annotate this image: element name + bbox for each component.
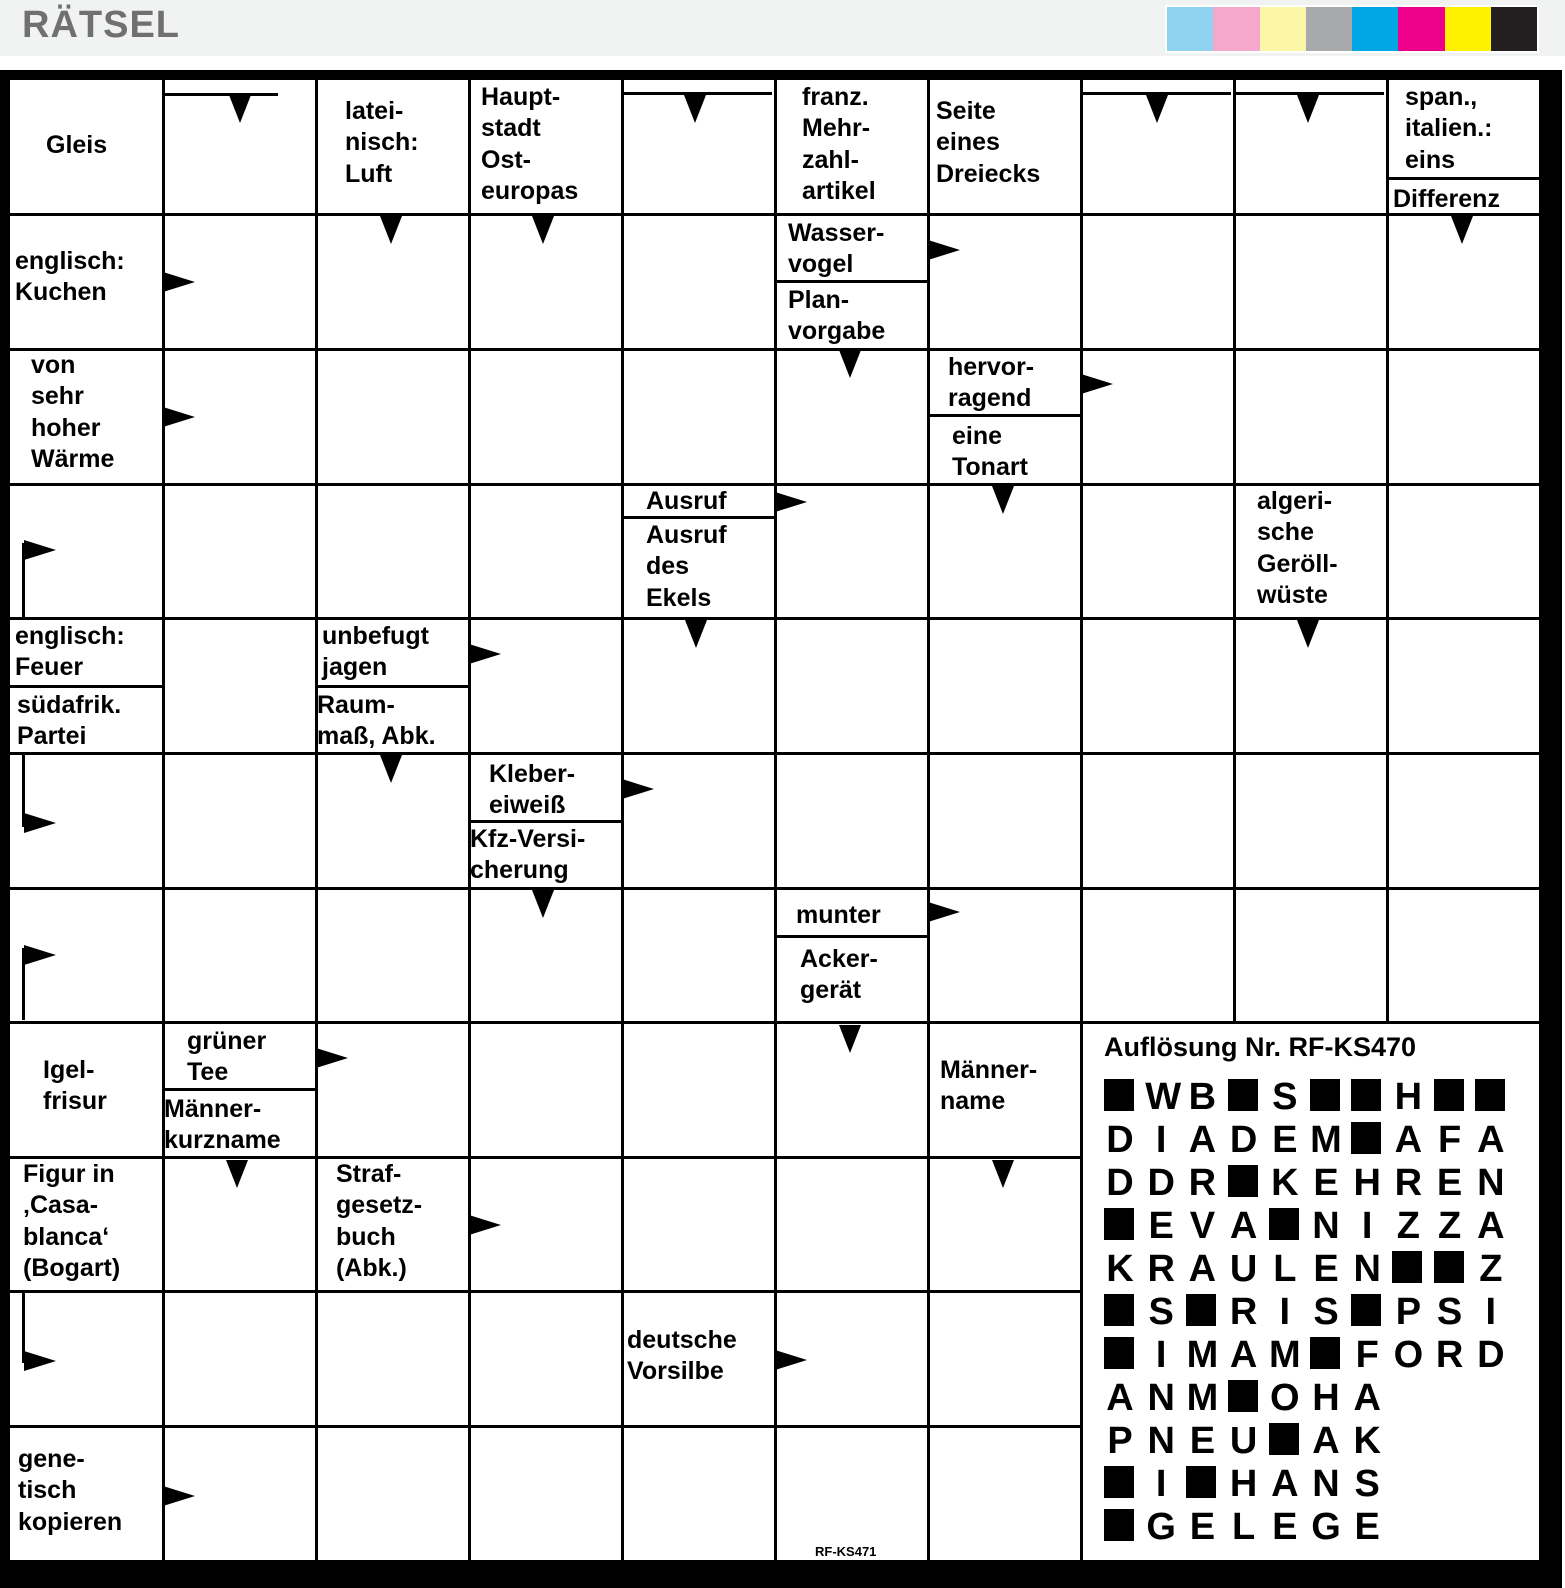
solution-black-square — [1186, 1466, 1216, 1498]
clue-genetisch-kopieren: gene- tisch kopieren — [18, 1445, 123, 1536]
solution-letter: A — [1312, 1420, 1340, 1462]
clue-figur-casablanca: Figur in ‚Casa- blanca‘ (Bogart) — [23, 1160, 121, 1282]
solution-letter: I — [1279, 1291, 1291, 1333]
clue-seite-dreieck: Seite eines Dreiecks — [936, 97, 1041, 188]
solution-letter: W — [1145, 1076, 1182, 1118]
solution-letter: N — [1147, 1420, 1175, 1462]
clue-divider — [316, 685, 468, 688]
arrow-right-icon — [622, 779, 654, 799]
solution-black-square — [1228, 1165, 1258, 1197]
solution-letter: B — [1188, 1076, 1217, 1118]
solution-letter: S — [1272, 1076, 1298, 1118]
grid-cell[interactable] — [471, 1024, 621, 1156]
arrow-down-icon — [685, 620, 707, 648]
solution-letter: M — [1268, 1334, 1301, 1376]
grid-cell[interactable] — [1083, 486, 1233, 617]
solution-row — [1104, 1206, 1524, 1246]
solution-row — [1104, 1421, 1524, 1461]
solution-black-square — [1104, 1294, 1134, 1326]
solution-letter: K — [1106, 1248, 1134, 1290]
arrow-down-icon — [1451, 216, 1473, 244]
puzzle-code: RF-KS471 — [815, 1544, 877, 1559]
grid-cell[interactable] — [930, 755, 1080, 887]
solution-letter: E — [1272, 1506, 1298, 1548]
clue-englisch-feuer: englisch: Feuer — [15, 622, 125, 682]
solution-black-square — [1475, 1079, 1505, 1111]
arrow-down-icon — [380, 216, 402, 244]
clue-hauptstadt: Haupt- stadt Ost- europas — [481, 83, 579, 205]
clue-lateinisch-luft: latei- nisch: Luft — [345, 97, 419, 188]
solution-letter: I — [1361, 1205, 1373, 1247]
arrow-down-icon — [1146, 95, 1168, 123]
clue-divider — [163, 1088, 315, 1091]
solution-letter: N — [1353, 1248, 1381, 1290]
solution-letter: A — [1188, 1119, 1217, 1161]
grid-cell[interactable] — [930, 620, 1080, 752]
solution-row — [1104, 1249, 1524, 1289]
grid-cell[interactable] — [165, 620, 315, 752]
solution-letter: I — [1155, 1119, 1167, 1161]
solution-letter: E — [1354, 1506, 1380, 1548]
arrow-right-icon — [24, 540, 56, 560]
solution-row — [1104, 1077, 1524, 1117]
solution-letter: O — [1270, 1377, 1300, 1419]
solution-black-square — [1351, 1122, 1381, 1154]
arrow-right-icon — [469, 644, 501, 664]
solution-letter: K — [1353, 1420, 1381, 1462]
clue-munter: munter — [796, 901, 881, 929]
clue-franz-mehrzahl: franz. Mehr- zahl- artikel — [802, 83, 876, 205]
solution-black-square — [1186, 1294, 1216, 1326]
solution-black-square — [1104, 1509, 1134, 1541]
arrow-down-icon — [380, 755, 402, 783]
grid-cell[interactable] — [165, 486, 315, 617]
grid-cell[interactable] — [1083, 216, 1233, 348]
arrow-down-icon — [992, 1160, 1014, 1188]
solution-letter: L — [1231, 1506, 1256, 1548]
solution-letter: I — [1485, 1291, 1497, 1333]
grid-cell[interactable] — [930, 1293, 1080, 1425]
clue-differenz: Differenz — [1393, 185, 1500, 213]
color-swatch — [1213, 7, 1259, 51]
solution-letter: E — [1436, 1162, 1463, 1204]
solution-letter: U — [1229, 1248, 1258, 1290]
grid-cell[interactable] — [471, 1428, 621, 1561]
grid-cell[interactable] — [165, 890, 315, 1021]
solution-letter: E — [1313, 1162, 1339, 1204]
solution-letter: A — [1394, 1119, 1423, 1161]
color-swatch — [1352, 7, 1398, 51]
arrow-down-icon — [839, 350, 861, 378]
grid-cell[interactable] — [624, 755, 774, 887]
grid-cell[interactable] — [471, 620, 621, 752]
clue-suedafrik-partei: südafrik. Partei — [17, 691, 122, 751]
grid-cell[interactable] — [777, 1428, 927, 1561]
grid-cell[interactable] — [318, 351, 468, 483]
solution-letter: A — [1477, 1205, 1505, 1247]
clue-divider — [469, 820, 621, 823]
solution-letter: R — [1229, 1291, 1258, 1333]
solution-letter: S — [1313, 1291, 1339, 1333]
solution-letter: E — [1148, 1205, 1174, 1247]
solution-letter: Z — [1437, 1205, 1462, 1247]
grid-cell[interactable] — [1389, 890, 1540, 1021]
solution-black-square — [1434, 1251, 1464, 1283]
solution-letter: D — [1147, 1162, 1175, 1204]
arrow-down-icon — [992, 486, 1014, 514]
clue-gleis: Gleis — [46, 131, 108, 159]
solution-row — [1104, 1120, 1524, 1160]
color-calibration-strip — [1165, 5, 1539, 53]
solution-letter: A — [1188, 1248, 1217, 1290]
solution-letter: M — [1186, 1334, 1219, 1376]
solution-row — [1104, 1464, 1524, 1504]
clue-divider — [775, 935, 927, 938]
solution-letter: N — [1312, 1205, 1340, 1247]
grid-cell[interactable] — [1389, 351, 1540, 483]
arrow-right-icon — [24, 945, 56, 965]
grid-cell[interactable] — [1389, 755, 1540, 887]
solution-black-square — [1310, 1337, 1340, 1369]
solution-letter: S — [1436, 1291, 1463, 1333]
grid-cell[interactable] — [165, 1293, 315, 1425]
grid-cell[interactable] — [318, 890, 468, 1021]
solution-letter: R — [1188, 1162, 1217, 1204]
arrow-down-icon — [839, 1025, 861, 1053]
arrow-right-icon — [928, 240, 960, 260]
solution-black-square — [1310, 1079, 1340, 1111]
solution-letter: F — [1355, 1334, 1379, 1376]
arrow-down-icon — [226, 1160, 248, 1188]
grid-cell[interactable] — [471, 486, 621, 617]
arrow-down-icon — [684, 95, 706, 123]
solution-letter: I — [1155, 1334, 1167, 1376]
clue-maennername: Männer- name — [940, 1056, 1038, 1116]
solution-letter: L — [1273, 1248, 1297, 1290]
clue-divider — [10, 685, 162, 688]
clue-deutsche-vorsilbe: deutsche Vorsilbe — [627, 1326, 737, 1386]
clue-algerische-wueste: algeri- sche Geröll- wüste — [1257, 487, 1338, 609]
solution-letter: Z — [1479, 1248, 1503, 1290]
solution-black-square — [1228, 1380, 1258, 1412]
solution-letter: R — [1394, 1162, 1423, 1204]
solution-black-square — [1104, 1466, 1134, 1498]
solution-letter: M — [1186, 1377, 1219, 1419]
solution-letter: G — [1311, 1506, 1341, 1548]
clue-divider — [928, 414, 1080, 417]
clue-gruener-tee: grüner Tee — [187, 1027, 267, 1087]
grid-cell[interactable] — [165, 755, 315, 887]
solution-black-square — [1269, 1208, 1299, 1240]
clue-wasservogel: Wasser- vogel — [788, 219, 885, 279]
arrow-right-icon — [24, 813, 56, 833]
solution-letter: D — [1229, 1119, 1258, 1161]
solution-letter: H — [1394, 1076, 1423, 1118]
arrow-down-icon — [532, 890, 554, 918]
clue-ackergeraet: Acker- gerät — [800, 945, 878, 1005]
arrow-right-icon — [469, 1215, 501, 1235]
grid-cell[interactable] — [1389, 620, 1540, 752]
color-swatch — [1491, 7, 1537, 51]
solution-row — [1104, 1335, 1524, 1375]
grid-cell[interactable] — [624, 351, 774, 483]
clue-span-ital-eins: span., italien.: eins — [1405, 83, 1493, 174]
grid-cell[interactable] — [777, 755, 927, 887]
clue-von-hoher-waerme: von sehr hoher Wärme — [31, 351, 115, 473]
solution-letter: E — [1189, 1420, 1216, 1462]
solution-black-square — [1351, 1294, 1381, 1326]
arrow-right-icon — [24, 1351, 56, 1371]
solution-letter: R — [1147, 1248, 1175, 1290]
grid-cell[interactable] — [1236, 351, 1386, 483]
solution-letter: V — [1189, 1205, 1216, 1247]
grid-cell[interactable] — [1083, 620, 1233, 752]
solution-letter: K — [1271, 1162, 1299, 1204]
color-swatch — [1398, 7, 1444, 51]
clue-eine-tonart: eine Tonart — [952, 422, 1028, 482]
clue-planvorgabe: Plan- vorgabe — [788, 286, 886, 346]
grid-cell[interactable] — [1236, 755, 1386, 887]
color-swatch — [1445, 7, 1491, 51]
solution-letter: D — [1477, 1334, 1505, 1376]
clue-klebereiweiss: Kleber- eiweiß — [489, 760, 576, 820]
grid-cell[interactable] — [1083, 755, 1233, 887]
arrow-down-icon — [532, 216, 554, 244]
solution-row — [1104, 1163, 1524, 1203]
solution-black-square — [1104, 1337, 1134, 1369]
color-swatch — [1167, 7, 1213, 51]
solution-letter: G — [1146, 1506, 1176, 1548]
solution-letter: H — [1312, 1377, 1340, 1419]
solution-letter: A — [1106, 1377, 1134, 1419]
solution-letter: N — [1147, 1377, 1175, 1419]
grid-cell[interactable] — [624, 1428, 774, 1561]
color-swatch — [1260, 7, 1306, 51]
arrow-right-icon — [775, 1350, 807, 1370]
clue-strafgesetzbuch: Straf- gesetz- buch (Abk.) — [336, 1160, 423, 1282]
solution-letter: S — [1148, 1291, 1174, 1333]
solution-black-square — [1434, 1079, 1464, 1111]
solution-letter: H — [1353, 1162, 1381, 1204]
solution-black-square — [1104, 1079, 1134, 1111]
grid-cell[interactable] — [624, 1159, 774, 1290]
solution-letter: A — [1477, 1119, 1505, 1161]
solution-letter: R — [1435, 1334, 1464, 1376]
grid-cell[interactable] — [930, 216, 1080, 348]
crossword-grid — [0, 70, 1562, 1588]
color-swatch — [1306, 7, 1352, 51]
clue-divider — [775, 280, 927, 283]
clue-divider — [1387, 177, 1539, 180]
solution-letter: S — [1354, 1463, 1380, 1505]
grid-cell[interactable] — [318, 1428, 468, 1561]
clue-maennerkurzname: Männer- kurzname — [164, 1095, 281, 1155]
grid-cell[interactable] — [471, 1293, 621, 1425]
solution-letter: A — [1229, 1334, 1258, 1376]
solution-letter: Z — [1396, 1205, 1420, 1247]
grid-cell[interactable] — [624, 890, 774, 1021]
grid-cell[interactable] — [624, 1024, 774, 1156]
clue-ausruf: Ausruf — [646, 487, 727, 515]
clue-unbefugt-jagen: unbefugt jagen — [322, 622, 429, 682]
solution-letter: E — [1189, 1506, 1216, 1548]
solution-letter: U — [1229, 1420, 1258, 1462]
solution-letter: E — [1272, 1119, 1298, 1161]
arrow-right-icon — [775, 492, 807, 512]
grid-cell[interactable] — [471, 351, 621, 483]
grid-cell[interactable] — [1083, 351, 1233, 483]
solution-black-square — [1269, 1423, 1299, 1455]
arrow-right-icon — [163, 272, 195, 292]
solution-letter: M — [1310, 1119, 1342, 1161]
solution-row — [1104, 1507, 1524, 1547]
grid-cell[interactable] — [777, 1159, 927, 1290]
grid-cell[interactable] — [1236, 890, 1386, 1021]
arrow-right-icon — [163, 407, 195, 427]
solution-letter: A — [1353, 1377, 1381, 1419]
clue-englisch-kuchen: englisch: Kuchen — [15, 247, 125, 307]
solution-row — [1104, 1378, 1524, 1418]
arrow-down-icon — [229, 95, 251, 123]
solution-letter: N — [1477, 1162, 1505, 1204]
arrow-down-icon — [1297, 620, 1319, 648]
solution-letter: A — [1229, 1205, 1258, 1247]
arrow-right-icon — [316, 1048, 348, 1068]
page-title: RÄTSEL — [22, 4, 180, 46]
solution-letter: N — [1312, 1463, 1340, 1505]
solution-title: Auflösung Nr. RF-KS470 — [1104, 1032, 1417, 1062]
solution-black-square — [1392, 1251, 1422, 1283]
solution-letter: H — [1229, 1463, 1258, 1505]
solution-letter: E — [1313, 1248, 1339, 1290]
solution-letter: F — [1437, 1119, 1462, 1161]
clue-divider — [163, 93, 278, 96]
grid-cell[interactable] — [624, 216, 774, 348]
clue-ausruf-ekel: Ausruf des Ekels — [646, 521, 727, 612]
clue-raummass: Raum- maß, Abk. — [317, 691, 436, 751]
arrow-right-icon — [1081, 374, 1113, 394]
grid-cell[interactable] — [777, 620, 927, 752]
clue-igelfrisur: Igel- frisur — [43, 1056, 107, 1116]
grid-cell[interactable] — [318, 486, 468, 617]
arrow-down-icon — [1297, 95, 1319, 123]
solution-black-square — [1351, 1079, 1381, 1111]
grid-cell[interactable] — [318, 1024, 468, 1156]
clue-hervorragend: hervor- ragend — [948, 353, 1035, 413]
clue-kfz-versicherung: Kfz-Versi- cherung — [470, 825, 586, 885]
header-bar — [0, 0, 1565, 56]
grid-cell[interactable] — [318, 1293, 468, 1425]
solution-black-square — [1104, 1208, 1134, 1240]
arrow-right-icon — [928, 902, 960, 922]
grid-cell[interactable] — [1389, 486, 1540, 617]
arrow-right-icon — [163, 1486, 195, 1506]
solution-letter: O — [1393, 1334, 1424, 1376]
solution-row — [1104, 1292, 1524, 1332]
solution-letter: D — [1106, 1119, 1134, 1161]
grid-cell[interactable] — [1236, 216, 1386, 348]
grid-cell[interactable] — [930, 1428, 1080, 1561]
solution-letter: P — [1107, 1420, 1133, 1462]
solution-letter: P — [1395, 1291, 1422, 1333]
clue-divider — [622, 516, 774, 519]
solution-black-square — [1228, 1079, 1258, 1111]
solution-letter: I — [1155, 1463, 1167, 1505]
solution-letter: A — [1271, 1463, 1299, 1505]
solution-letter: D — [1106, 1162, 1134, 1204]
grid-cell[interactable] — [1083, 890, 1233, 1021]
